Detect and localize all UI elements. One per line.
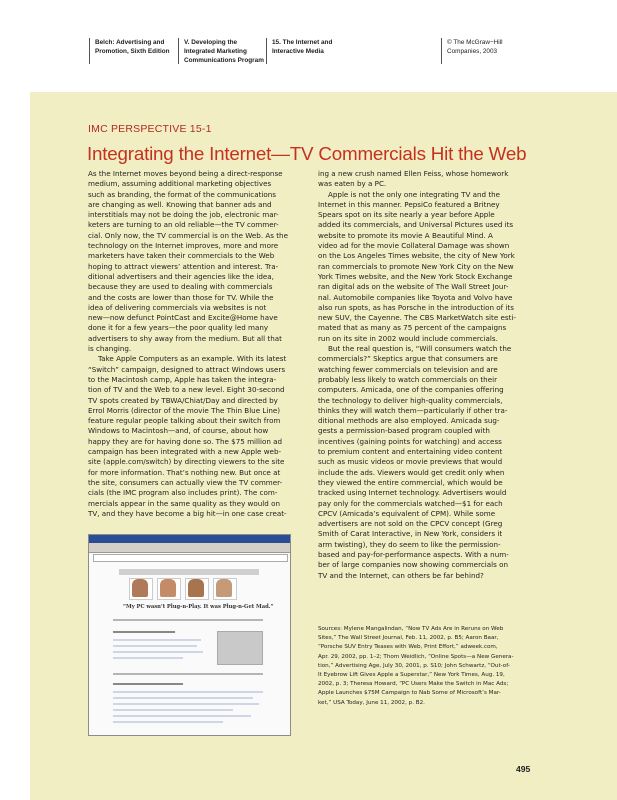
text-line: Apr. 29, 2002, pp. 1–2; Thom Weidlich, “Online Spots—a New Genera- [318, 653, 514, 660]
text-line: “Porsche SUV Entry Teases with Web, Print Effort,” adweek.com, [318, 644, 498, 651]
text-line: ran digital ads on the website of The Wall Street Jour- [318, 282, 509, 292]
text-line: medium, assuming additional marketing objectives [88, 179, 272, 189]
text-line: happy they are for having done so. The $75 million ad [88, 436, 283, 446]
person-thumbnail-4 [216, 579, 232, 597]
text-line: 2002, p. 3; Theresa Howard, “PC Users Make the Switch in Mac Ads; [318, 681, 509, 688]
text-line: TV and the Internet, can others be far behind? [318, 570, 484, 580]
text-line: technology on the Internet improves, more and more [88, 241, 279, 251]
text-line: was eaten by a PC. [318, 179, 387, 189]
text-line: is changing. [88, 344, 132, 354]
site-nav-bar [119, 569, 259, 575]
text-line: thinks they will watch them—particularly if other tra- [318, 405, 508, 415]
header-book-line-2: Promotion, Sixth Edition [95, 48, 170, 55]
text-line: arm twisting), they do seem to like the permission- [318, 539, 501, 549]
text-line: But the real question is, “Will consumers watch the [328, 344, 512, 354]
text-placeholder [113, 703, 259, 705]
header-part-title [178, 38, 264, 64]
perspective-label: IMC PERSPECTIVE 15-1 [88, 123, 212, 135]
text-line: to premium content and entertaining video content [318, 447, 503, 457]
article-title: Integrating the Internet—TV Commercials Hit the Web [87, 143, 527, 164]
header-copyright [441, 38, 503, 64]
header-book-title [89, 38, 170, 64]
text-line: TV, and they have become a big hit—in one case creat- [88, 508, 287, 518]
person-thumbnail-1 [132, 579, 148, 597]
text-line: Sites,” The Wall Street Journal, Feb. 11, 2002, p. B5; Aaron Baar, [318, 635, 499, 642]
text-line: Spears spot on its site nearly a year before Apple [318, 210, 495, 220]
text-line: nal. Automobile companies like Toyota and Volvo have [318, 292, 513, 302]
section-heading-bar [113, 631, 175, 633]
header-copyright-line-2: Companies, 2003 [447, 48, 498, 55]
text-line: York Times website, and the New York Stock Exchange [318, 271, 513, 281]
text-line: As the Internet moves beyond being a direct-response [88, 169, 283, 178]
text-line: pay only for the commercials watched—$1 for each [318, 498, 503, 508]
text-line: ket,” USA Today, June 11, 2002, p. B2. [318, 699, 425, 706]
text-line: advertisers to shy away from the medium. But all that [88, 333, 282, 343]
text-line: Take Apple Computers as an example. With its latest [98, 354, 287, 364]
text-line: incentives (gaining points for watching) and access [318, 436, 502, 446]
text-line: ditional methods are also employed. Amicada sug- [318, 416, 500, 426]
header-copyright-line-1: © The McGraw−Hill [447, 39, 503, 46]
text-placeholder [113, 645, 197, 647]
person-thumbnail-2 [160, 579, 176, 597]
text-line: tion of TV and the Web to a new level. Eight 30-second [88, 385, 285, 395]
text-line: to the Macintosh camp, Apple has taken the integra- [88, 374, 277, 384]
text-line: tracked using Internet technology. Advertisers would [318, 488, 507, 498]
text-placeholder [113, 691, 263, 693]
text-line: Internet in this manner. PepsiCo featured a Britney [318, 199, 500, 209]
running-header [0, 0, 617, 72]
text-line: mated that as many as 75 percent of the campaigns [318, 323, 507, 333]
header-part-line-3: Communications Program [184, 57, 264, 64]
text-line: include the ads. Viewers would get credit only when [318, 467, 505, 477]
right-column-text [318, 169, 528, 581]
text-placeholder [113, 715, 251, 717]
text-line: website to promote its movie A Beautiful Mind. A [318, 230, 493, 240]
text-line: gests a permission-based program coupled with [318, 426, 490, 436]
text-line: new—now defunct PointCast and Excite@Home have [88, 313, 278, 323]
text-line: because they are used to dealing with commercials [88, 282, 273, 292]
header-chapter-line-1: 15. The Internet and [272, 39, 333, 46]
text-line: CPCV (Amicada’s equivalent of CPM). While some [318, 508, 496, 518]
text-line: and the costs are lower than those for TV. While the [88, 292, 274, 302]
header-chapter-line-2: Interactive Media [272, 48, 324, 55]
text-line: computers. Amicada, one of the companies offering [318, 385, 504, 395]
text-line: done it for a few years—the poor quality led many [88, 323, 269, 333]
text-line: campaign has been integrated with a new Apple web- [88, 447, 282, 457]
divider-line [113, 673, 263, 675]
text-line: hoping to attract viewers’ attention and interest. Tra- [88, 261, 279, 271]
text-line: Errol Morris (director of the movie The Thin Blue Line) [88, 405, 281, 415]
divider-line [113, 619, 263, 621]
browser-toolbar [89, 543, 290, 553]
text-line: they viewed the entire commercial, which would be [318, 477, 503, 487]
text-placeholder [113, 651, 203, 653]
text-placeholder [113, 657, 183, 659]
page-number: 495 [516, 764, 531, 774]
text-line: such as branding, the format of the communications [88, 189, 276, 199]
text-line: advertisers are not sold on the CPCV concept (Greg [318, 519, 503, 529]
text-line: ber of large companies now showing commercials on [318, 560, 509, 570]
text-line: based and pay-for-performance aspects. With a num- [318, 549, 509, 559]
text-line: added its commercials, and Universal Pictures used its [318, 220, 514, 230]
text-line: new SUV, the Cayenne. The CBS MarketWatch site esti- [318, 313, 516, 323]
text-line: TV spots created by TBWA/Chiat/Day and directed by [88, 395, 278, 405]
text-line: Sources: Mylene Mangalindan, “Now TV Ads Are in Reruns on Web [318, 626, 504, 632]
text-line: marketers have taken their commercials to the Web [88, 251, 275, 261]
sources-note [318, 625, 528, 708]
text-line: watching fewer commercials on television and are [318, 364, 498, 374]
text-line: are changing as well. Knowing that banner ads and [88, 199, 272, 209]
text-placeholder [113, 709, 233, 711]
text-line: the site, consumers can actually view the TV commer- [88, 477, 283, 487]
browser-title-bar [89, 535, 290, 543]
text-line: probably less likely to watch commercials on their [318, 374, 498, 384]
text-line: run on its site in 2002 would include commercials. [318, 333, 498, 343]
text-line: idea of delivering commercials via websites is not [88, 302, 267, 312]
text-line: Apple is not the only one integrating TV and the [328, 189, 501, 199]
text-line: on the Los Angeles Times website, the city of New York [318, 251, 515, 261]
text-line: video ad for the movie Collateral Damage was shown [318, 241, 510, 251]
text-line: Windows to Macintosh—and, of course, about how [88, 426, 269, 436]
video-thumbnail [217, 631, 263, 665]
text-line: Apple Launches $75M Campaign to Nab Some of Microsoft’s Mar- [318, 690, 501, 697]
text-line: Smith of Carat Interactive, in New York, considers it [318, 529, 503, 539]
text-line: for more information. That’s nothing new. But once at [88, 467, 281, 477]
text-line: commercials?” Skeptics argue that consumers are [318, 354, 498, 364]
text-line: ing a new crush named Ellen Feiss, whose homework [318, 169, 509, 178]
text-line: ditional advertisers and their agencies like the idea, [88, 271, 274, 281]
text-line: “Switch” campaign, designed to attract Windows users [88, 364, 286, 374]
person-thumbnail-3 [188, 579, 204, 597]
header-chapter-title [266, 38, 332, 64]
text-placeholder [113, 639, 201, 641]
left-column-text [88, 169, 292, 519]
text-line: cials (the IMC program also includes print). The com- [88, 488, 278, 498]
text-line: It Eyebrow Lift Gives Apple a Superstar,” New York Times, Aug. 19, [318, 672, 505, 679]
text-line: cial. Only now, the TV commercial is on the Web. As the [88, 230, 288, 240]
header-part-line-1: V. Developing the [184, 39, 238, 46]
header-part-line-2: Integrated Marketing [184, 48, 247, 55]
text-line: such as music videos or movie previews that would [318, 457, 503, 467]
text-line: site (apple.com/switch) by directing viewers to the site [88, 457, 285, 467]
text-line: mercials appear in the same quality as they would on [88, 498, 280, 508]
apple-switch-website-screenshot [88, 534, 291, 736]
text-line: tion,” Advertising Age, July 30, 2001, p. S10; John Schwartz, “Out-of- [318, 662, 510, 669]
browser-address-bar [93, 554, 288, 562]
text-line: the technology to deliver high-quality commercials, [318, 395, 503, 405]
text-line: ran commercials to promote New York City on the New [318, 261, 514, 271]
text-placeholder [113, 721, 223, 723]
testimonial-quote: “My PC wasn’t Plug-n-Play. It was Plug-n-Get Mad.” [123, 604, 274, 610]
text-placeholder [113, 697, 253, 699]
text-line: keters are turning to an old reliable—the TV commer- [88, 220, 279, 230]
text-line: feature regular people talking about their switch from [88, 416, 281, 426]
header-book-line-1: Belch: Advertising and [95, 39, 165, 46]
text-line: also run spots, as has Porsche in the introduction of its [318, 302, 514, 312]
section-heading-bar [113, 683, 183, 685]
text-line: interstitials may not be doing the job, electronic mar- [88, 210, 279, 220]
